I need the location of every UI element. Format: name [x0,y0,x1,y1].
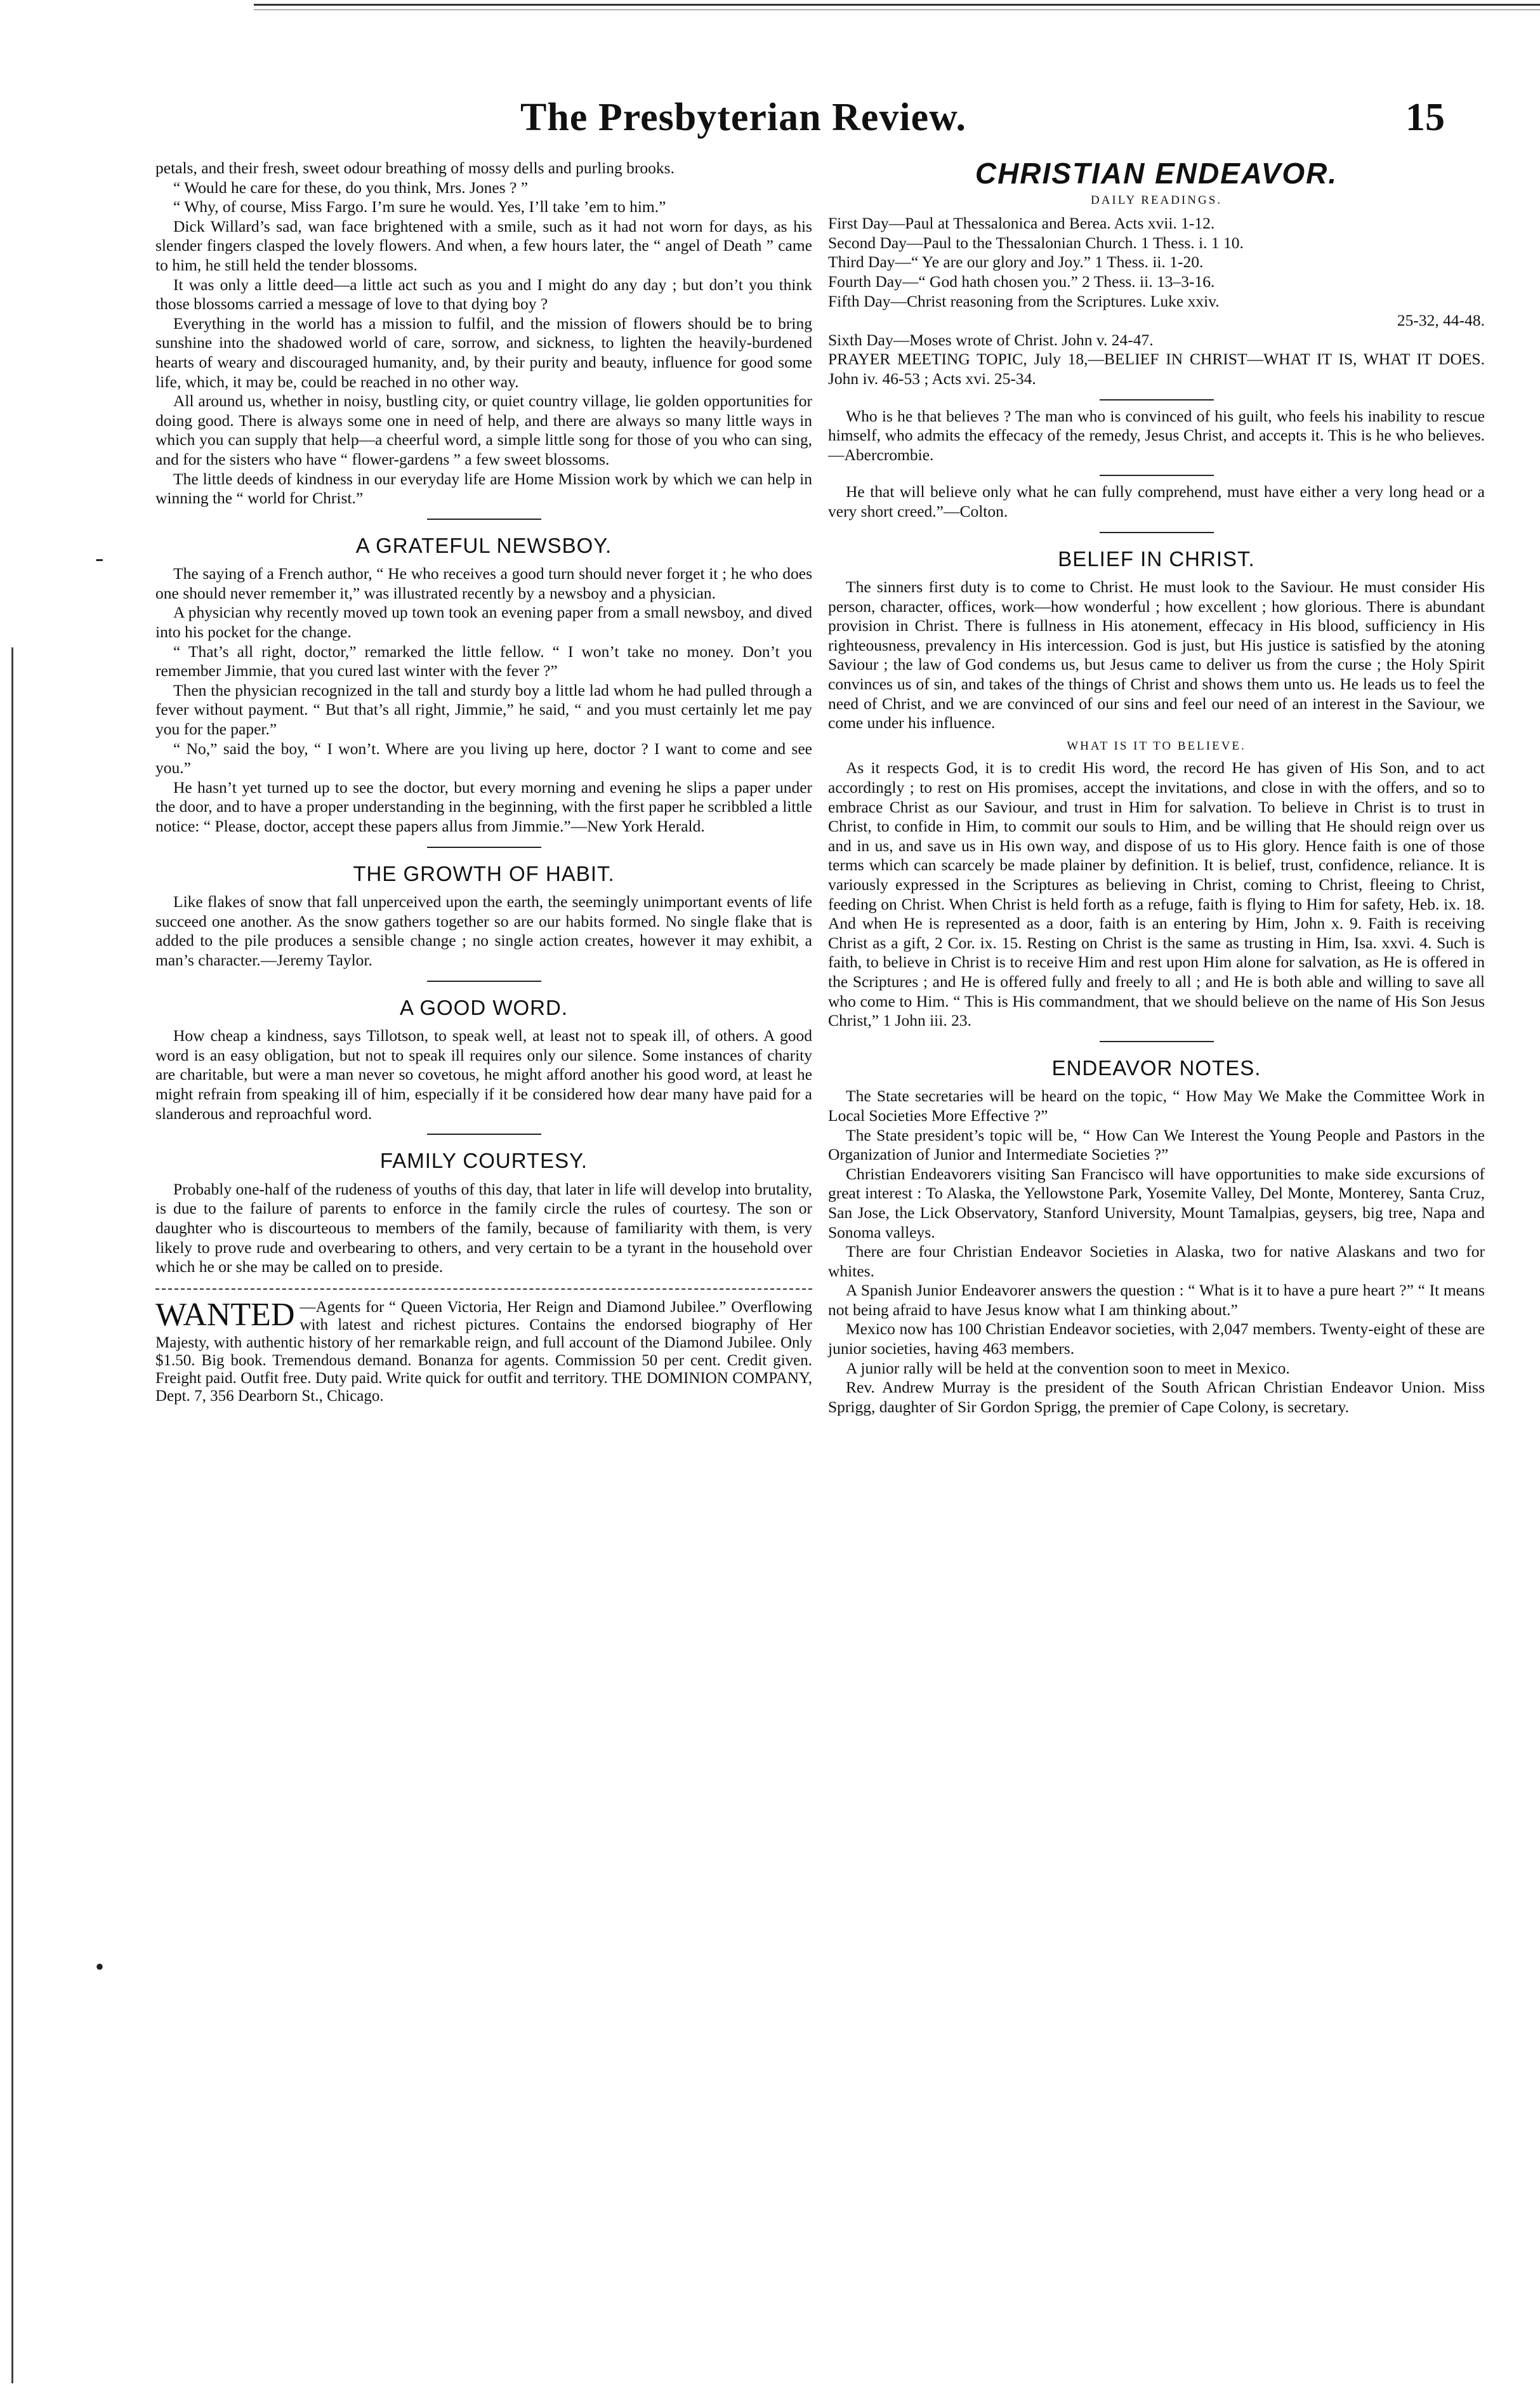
paragraph: All around us, whether in noisy, bustling city, or quiet country village, lie golden opportunities for doing good. There is always some one in need of help, and there are always so many little ways in which you can supply that help—a cheerful word, a simple little song for those of you who can sing, and for the sisters who have “ flower-gardens ” a few sweet blossoms. [155,392,812,468]
heading-good-word: A GOOD WORD. [399,995,568,1019]
margin-mark-dash: - [95,543,104,572]
left-margin-rule [11,647,13,2383]
section-divider [1100,532,1214,533]
paragraph: Like flakes of snow that fall unperceived upon the earth, the seemingly unimportant events of life succeed one another. As the snow gathers together so are our habits formed. No single flake that is added to the pile produces a sensible change ; no single action creates, however it may exhibit, a man’s character.—Jeremy Taylor. [155,892,812,969]
heading-daily-readings: DAILY READINGS. [1090,193,1223,207]
paragraph: A physician why recently moved up town took an evening paper from a small newsboy, and dived into his pocket for the change. [155,603,812,642]
quote-paragraph: Who is he that believes ? The man who is convinced of his guilt, who feels his inability to rescue himself, who admits the effecacy of the remedy, Jesus Christ, and accepts it. This is he who believes.—Abercrombie. [828,406,1485,464]
paragraph: The little deeds of kindness in our everyday life are Home Mission work by which we can help in winning the “ world for Christ.” [155,469,812,508]
section-divider [427,1134,541,1135]
top-border-rule [254,4,1540,10]
reading-item: First Day—Paul at Thessalonica and Berea. Acts xvii. 1-12. [828,214,1215,233]
reading-item: Fourth Day—“ God hath chosen you.” 2 Thess. ii. 13–3-16. [828,272,1215,291]
paragraph: “ No,” said the boy, “ I won’t. Where are you living up here, doctor ? I want to come and see you.” [155,739,812,778]
advert-headline: WANTED [155,1296,295,1333]
section-title-christian-endeavor: CHRISTIAN ENDEAVOR. [975,157,1338,190]
heading-endeavor-notes: ENDEAVOR NOTES. [1051,1056,1261,1080]
section-divider [427,519,541,520]
prayer-meeting-topic: PRAYER MEETING TOPIC, July 18,—BELIEF IN CHRIST—WHAT IT IS, WHAT IT DOES. John iv. 46-53 ; Acts xvi. 25-34. [828,350,1485,388]
paragraph: He hasn’t yet turned up to see the doctor, but every morning and evening he slips a paper under the door, and to have a proper understanding in the beginning, with the first paper he scribbled a little notice: “ Please, doctor, accept these papers allus from Jimmie.”—New York Herald. [155,778,812,835]
paragraph: Christian Endeavorers visiting San Francisco will have opportunities to make side excursions of great interest : To Alaska, the Yellowstone Park, Yosemite Valley, Del Monte, Monterey, Santa Cruz, San Jose, the Lick Observatory, Stanford University, Mount Tamalpias, geysers, big tree, Napa and Sonoma valleys. [828,1164,1485,1241]
paragraph: Probably one-half of the rudeness of youths of this day, that later in life will develop into brutality, is due to the failure of parents to enforce in the family circle the rules of courtesy. The son or daughter who is discourteous to members of the family, because of familiarity with them, is very likely to prove rude and overbearing to others, and very certain to be a tyrant in the household over which he or she may be called on to preside. [155,1179,812,1276]
paragraph: Everything in the world has a mission to fulfil, and the mission of flowers should be to bring sunshine into the shadowed world of care, sorrow, and sickness, to lighten the heavily-burdened hearts of weary and discouraged humanity, and, by their purity and beauty, influence for good some life, which, it may be, could be reached in no other way. [155,314,812,391]
paragraph: A Spanish Junior Endeavorer answers the question : “ What is it to have a pure heart ?” “ It means not being afraid to have Jesus know what I am thinking about.” [828,1281,1485,1319]
paragraph: “ Would he care for these, do you think, Mrs. Jones ? ” [173,178,529,197]
reading-item: 25-32, 44-48. [1397,311,1485,330]
reading-item: Fifth Day—Christ reasoning from the Scriptures. Luke xxiv. [828,291,1220,310]
paragraph: petals, and their fresh, sweet odour breathing of mossy dells and purling brooks. [155,159,675,177]
daily-readings-list [828,214,1485,388]
page-header [165,95,1458,152]
subheading-what-is-it-to-believe: WHAT IS IT TO BELIEVE. [1067,739,1246,753]
reading-item: Sixth Day—Moses wrote of Christ. John v. 24-47. [828,330,1154,349]
paragraph: How cheap a kindness, says Tillotson, to speak well, at least not to speak ill, of others. A good word is an easy obligation, but not to speak ill requires only our silence. Some instances of charity are charitable, but were a man never so covetous, he might afford another his good word, at least he might refrain from speaking ill of him, especially if it be considered how dear many have paid for a slanderous and reproachful word. [155,1026,812,1123]
running-head-title: The Presbyterian Review. [520,96,967,139]
paragraph: The sinners first duty is to come to Christ. He must look to the Saviour. He must consider His person, character, offices, work—how wonderful ; how excellent ; how glorious. There is abundant provision in Christ. There is fullness in His atonement, effecacy in His blood, sufficiency in His righteousness, prevalency in His intercession. God is just, but His justice is satisfied by the atoning Saviour ; the law of God condems us, but Jesus came to deliver us from the curse ; the Holy Spirit convinces us of sin, and takes of the things of Christ and shows them unto us. He leads us to feel the need of Christ, and we are convinced of our sins and feel our need of an interest in the Saviour, we come under his influence. [828,578,1485,732]
section-divider [427,981,541,982]
section-divider [1100,1041,1214,1042]
advert-body: —Agents for “ Queen Victoria, Her Reign and Diamond Jubilee.” Overflowing with latest and richest pictures. Contains the endorsed biography of Her Majesty, with authentic history of her remarkable reign, and full account of the Diamond Jubilee. Only $1.50. Big book. Tremendous demand. Bonanza for agents. Commission 50 per cent. Credit given. Freight paid. Outfit free. Duty paid. Write quick for outfit and territory. THE DOMINION COMPANY, Dept. 7, 356 Dearborn St., Chicago. [155,1298,812,1405]
heading-growth-of-habit: THE GROWTH OF HABIT. [353,861,615,885]
reading-item: Third Day—“ Ye are our glory and Joy.” 1 Thess. ii. 1-20. [828,253,1204,272]
quote-paragraph: He that will believe only what he can fully comprehend, must have either a very long head or a very short creed.”—Colton. [828,482,1485,520]
left-column [155,159,812,1405]
paragraph: “ Why, of course, Miss Fargo. I’m sure he would. Yes, I’ll take ’em to him.” [173,197,666,216]
paragraph: Then the physician recognized in the tall and sturdy boy a little lad whom he had pulled through a fever without payment. “ But that’s all right, Jimmie,” he said, “ and you must certainly let me pay you for the paper.” [155,680,812,739]
right-column [828,159,1485,1417]
paragraph: The saying of a French author, “ He who receives a good turn should never forget it ; he who does one should never remember it,” was illustrated recently by a newsboy and a physician. [155,564,812,602]
wanted-advertisement [155,1288,812,1405]
section-divider [427,847,541,848]
paragraph: It was only a little deed—a little act such as you and I might do any day ; but don’t you think those blossoms carried a message of love to that dying boy ? [155,275,812,314]
heading-belief-in-christ: BELIEF IN CHRIST. [1058,546,1255,571]
page-number: 15 [1405,96,1445,139]
heading-grateful-newsboy: A GRATEFUL NEWSBOY. [355,533,612,557]
margin-mark-dot: • [95,1952,105,1981]
paragraph: A junior rally will be held at the convention soon to meet in Mexico. [846,1358,1290,1377]
paragraph: Rev. Andrew Murray is the president of the South African Christian Endeavor Union. Miss Sprigg, daughter of Sir Gordon Sprigg, the premier of Cape Colony, is secretary. [828,1378,1485,1416]
reading-item: Second Day—Paul to the Thessalonian Church. 1 Thess. i. 1 10. [828,233,1244,252]
heading-family-courtesy: FAMILY COURTESY. [379,1149,588,1173]
paragraph: The State president’s topic will be, “ How Can We Interest the Young People and Pastors in the Organization of Junior and Intermediate Societies ?” [828,1125,1485,1164]
paragraph: “ That’s all right, doctor,” remarked the little fellow. “ I won’t take no money. Don’t you remember Jimmie, that you cured last winter with the fever ?” [155,642,812,680]
paragraph: Mexico now has 100 Christian Endeavor societies, with 2,047 members. Twenty-eight of these are junior societies, having 463 members. [828,1320,1485,1358]
paragraph: Dick Willard’s sad, wan face brightened with a smile, such as it had not worn for days, as his slender fingers clasped the lovely flowers. And when, a few hours later, the “ angel of Death ” came to him, he still held the tender blossoms. [155,216,812,274]
paragraph: The State secretaries will be heard on the topic, “ How May We Make the Committee Work in Local Societies More Effective ?” [828,1087,1485,1125]
paragraph: As it respects God, it is to credit His word, the record He has given of His Son, and to act accordingly ; to rest on His promises, accept the invitations, and close in with the offers, and so to embrace Christ as our Saviour, and trust in Him for salvation. To believe in Christ is to trust in Christ, to confide in Him, to commit our souls to Him, and be willing that He should reign over us and in us, and save us in His own way, and dispose of us to His glory. Hence faith is one of those terms which can scarcely be made plainer by definition. It is belief, trust, confidence, reliance. It is variously expressed in the Scriptures as believing in Christ, coming to Christ, fleeing to Christ, feeding on Christ. When Christ is held forth as a refuge, faith is flying to Him for safety, Heb. ix. 18. And when He is represented as a door, faith is an entering by Him, John x. 9. Faith is receiving Christ as a gift, 2 Cor. ix. 15. Resting on Christ is the same as trusting in Him, Isa. xxvi. 4. Such is faith, to believe in Christ is to receive Him and rest upon Him alone for salvation, as He is offered in the Scriptures ; and He is offered fully and freely to all ; and He is both able and willing to save all who come to Him. “ This is His commandment, that we should believe on the name of His Son Jesus Christ,” 1 John iii. 23. [828,758,1485,1030]
paragraph: There are four Christian Endeavor Societies in Alaska, two for native Alaskans and two for whites. [828,1242,1485,1280]
